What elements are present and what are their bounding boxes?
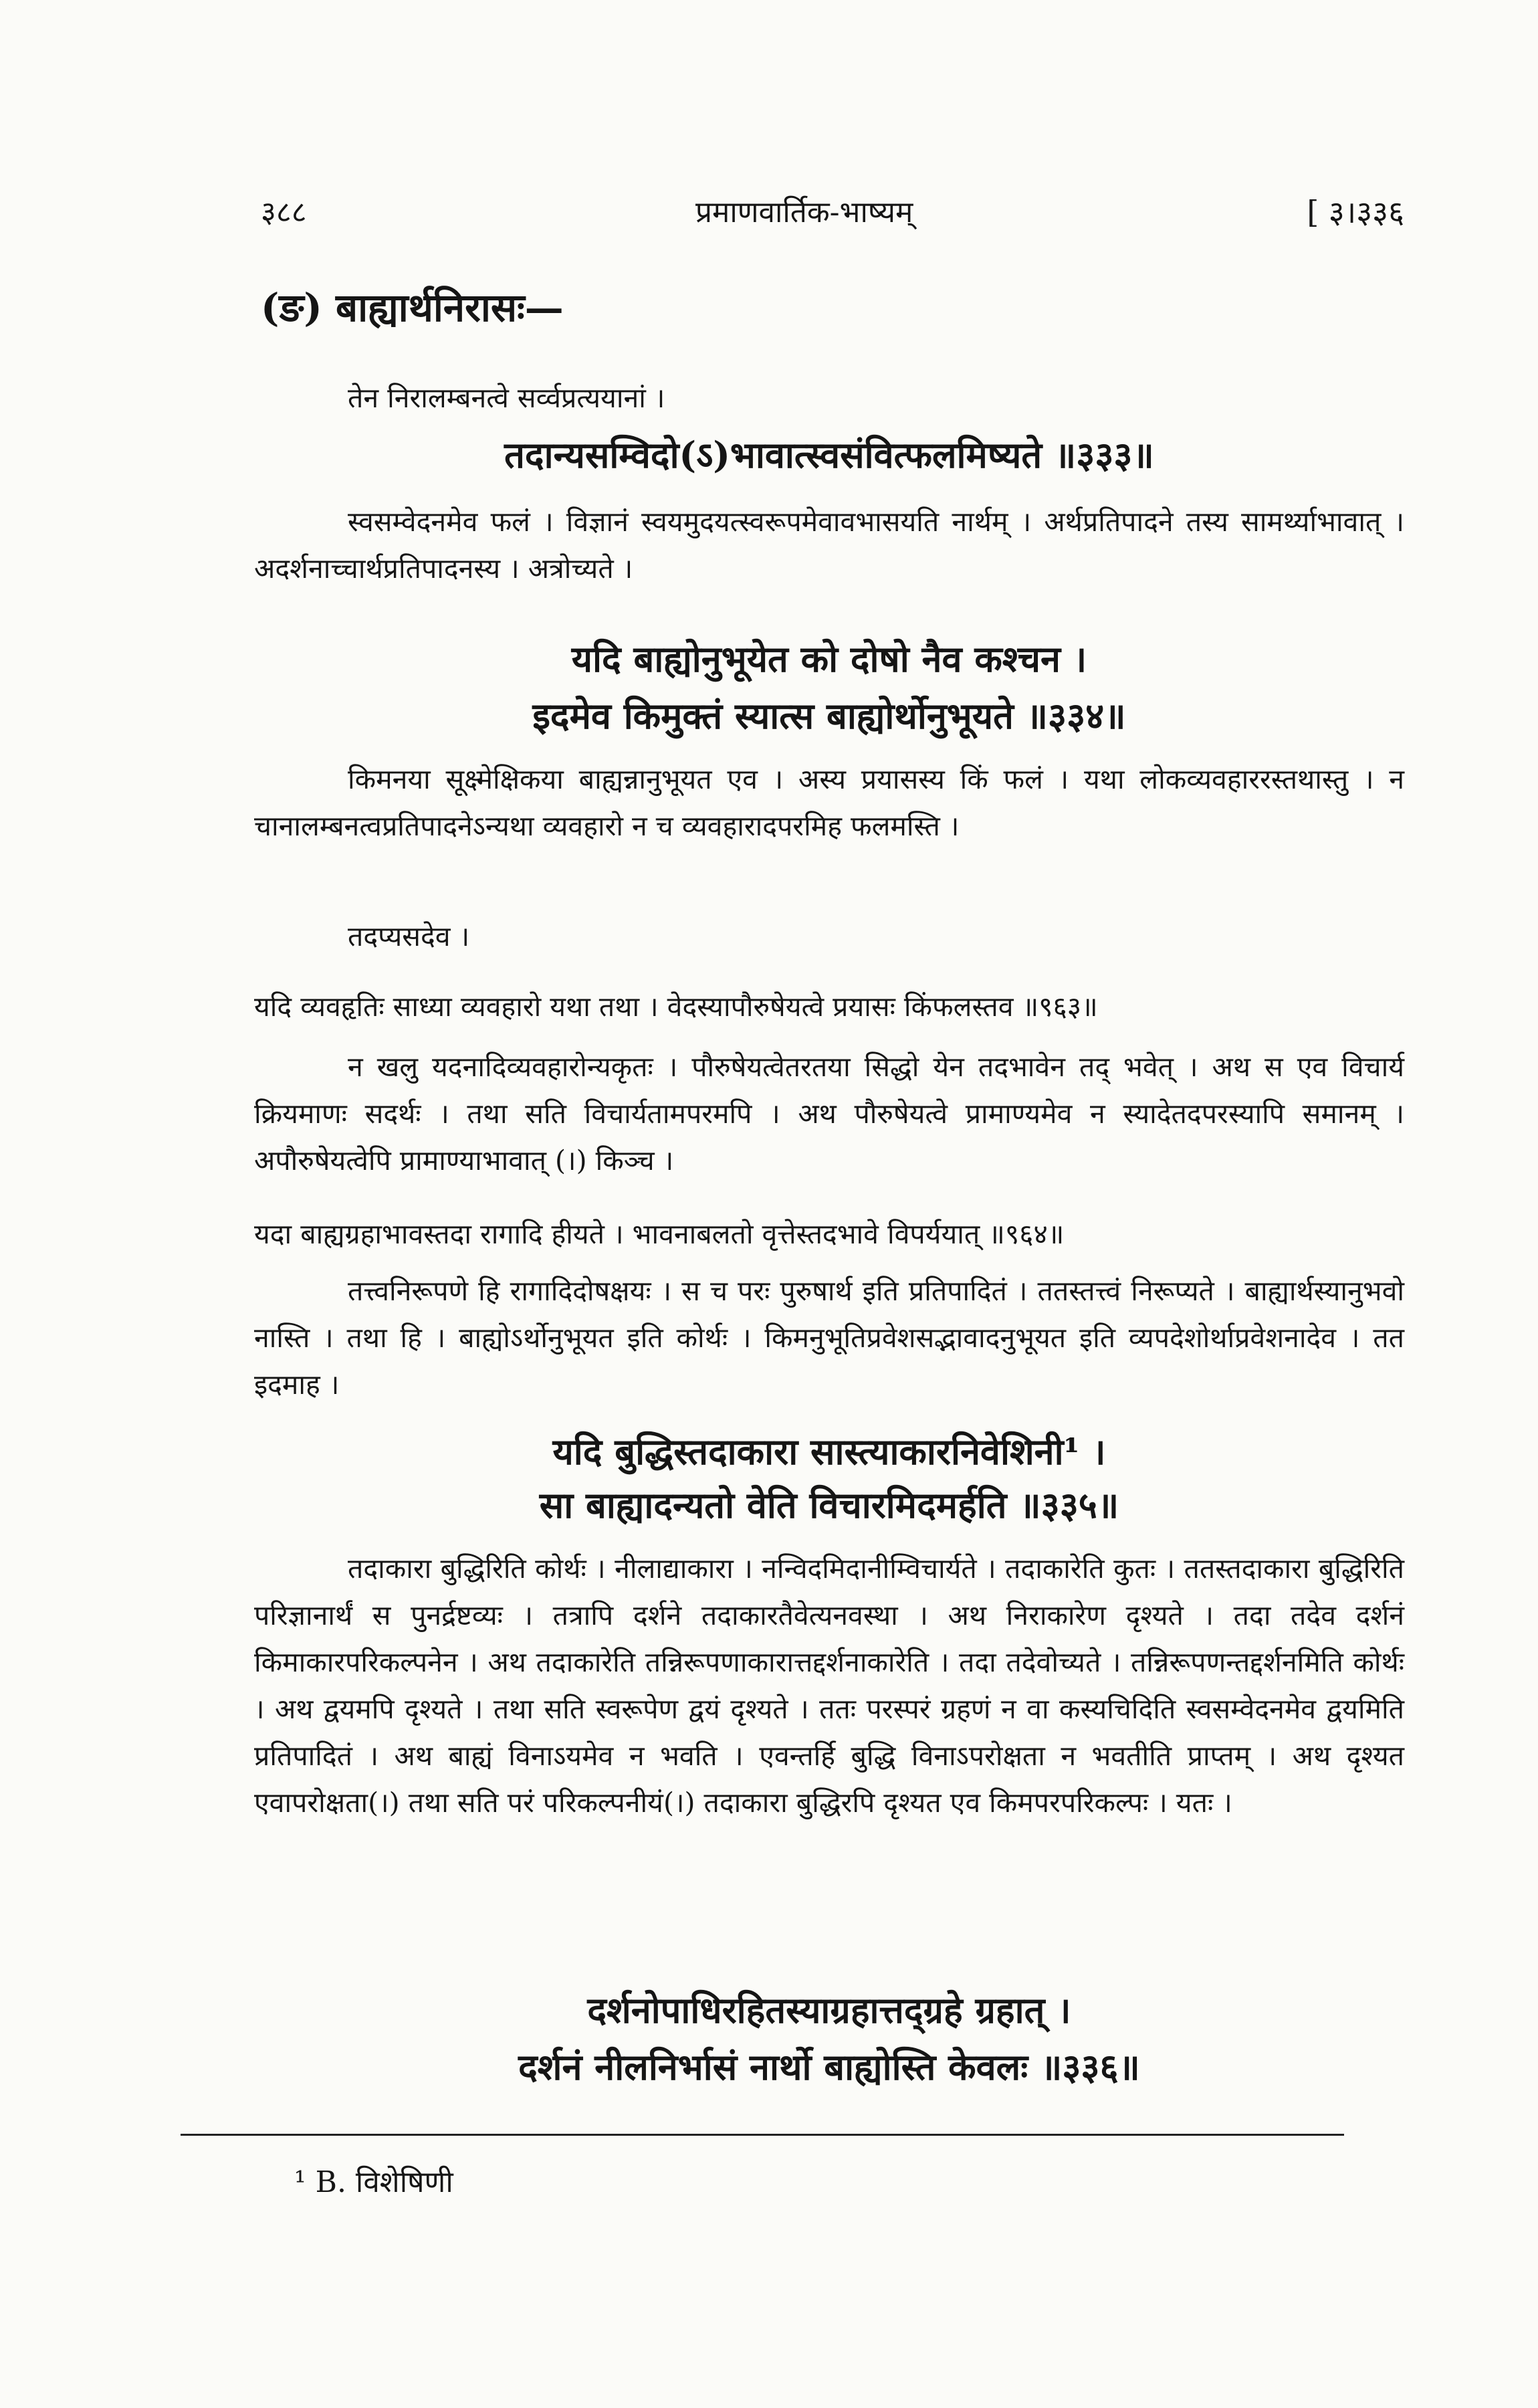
verse-335-line-2: सा बाह्यादन्यतो वेति विचारमिदमर्हति ॥३३५॥ <box>539 1484 1119 1526</box>
verse-reference: [ ३।३३६ <box>1307 194 1404 230</box>
footnote-separator <box>181 2134 1344 2136</box>
verse-334-line-1: यदि बाह्योनुभूयेत को दोषो नैव कश्चन । <box>571 637 1087 680</box>
running-title: प्रमाणवार्तिक-भाष्यम् <box>695 195 913 229</box>
verse-335-line-1: यदि बुद्धिस्तदाकारा सास्त्याकारनिवेशिनी¹ । <box>552 1430 1106 1473</box>
commentary-3-block <box>254 1043 1404 1184</box>
commentary-2: किमनया सूक्ष्मेक्षिकया बाह्यन्नानुभूयत एव । अस्य प्रयासस्य किं फलं । यथा लोकव्यवहाररस्तथास्तु । न चानालम्बनत्वप्रतिपादनेऽन्यथा व्यवहारो न च व्यवहारादपरमिह फलमस्ति । <box>254 763 1404 842</box>
verse-334-line-2: इदमेव किमुक्तं स्यात्स बाह्योर्थोनुभूयते ॥३३४॥ <box>532 694 1126 737</box>
verse-963: यदि व्यवहृतिः साध्या व्यवहारो यथा तथा । वेदस्यापौरुषेयत्वे प्रयासः किंफलस्तव ॥९६३॥ <box>254 991 1098 1023</box>
commentary-5: तदाकारा बुद्धिरिति कोर्थः । नीलाद्याकारा । नन्विदमिदानीम्विचार्यते । तदाकारेति कुतः । ततस्तदाकारा बुद्धिरिति परिज्ञानार्थं स पुनर्द्रष्टव्यः । तत्रापि दर्शने तदाकारतैवेत्यनवस्था । अथ निराकारेण दृश्यते । तदा तदेव दर्शनं किमाकारपरिकल्पनेन । अथ तदाकारेति तन्निरूपणाकारात्तद्दर्शनाकारेति । तदा तदेवोच्यते । तन्निरूपणन्तद्दर्शनमिति कोर्थः । अथ द्वयमपि दृश्यते । तथा सति स्वरूपेण द्वयं दृश्यते । ततः परस्परं ग्रहणं न वा कस्यचिदिति स्वसम्वेदनमेव द्वयमिति प्रतिपादितं । अथ बाह्यं विनाऽयमेव न भवति । एवन्तर्हि बुद्धि विनाऽपरोक्षता न भवतीति प्राप्तम् । अथ दृश्यत एवापरोक्षता(।) तथा सति परं परिकल्पनीयं(।) तदाकारा बुद्धिरपि दृश्यत एव किमपरपरिकल्पः । यतः । <box>254 1552 1404 1819</box>
commentary-3: न खलु यदनादिव्यवहारोन्यकृतः । पौरुषेयत्वेतरतया सिद्धो येन तदभावेन तद् भवेत् । अथ स एव विचार्य क्रियमाणः सदर्थः । तथा सति विचार्यतामपरमपि । अथ पौरुषेयत्वे प्रामाण्यमेव न स्यादेतदपरस्यापि समानम् । अपौरुषेयत्वेपि प्रामाण्याभावात् (।) किञ्च । <box>254 1051 1404 1177</box>
commentary-4-block <box>254 1268 1404 1408</box>
commentary-2-block <box>254 756 1404 849</box>
footnote: ¹ B. विशेषिणी <box>294 2165 453 2199</box>
commentary-1-block <box>254 498 1404 592</box>
intro-line-block <box>348 375 1498 421</box>
commentary-5-block <box>254 1545 1404 1826</box>
verse-333: तदान्यसम्विदो(ऽ)भावात्स्वसंवित्फलमिष्यते ॥३३३॥ <box>504 433 1154 476</box>
verse-964: यदा बाह्यग्रहाभावस्तदा रागादि हीयते । भावनाबलतो वृत्तेस्तदभावे विपर्ययात् ॥९६४॥ <box>254 1218 1065 1250</box>
verse-336-line-1: दर्शनोपाधिरहितस्याग्रहात्तद्ग्रहे ग्रहात् । <box>587 1989 1071 2031</box>
page-header <box>261 191 1404 244</box>
tadapy-block <box>348 913 1498 960</box>
commentary-4: तत्त्वनिरूपणे हि रागादिदोषक्षयः । स च परः पुरुषार्थ इति प्रतिपादितं । ततस्तत्त्वं निरूप्यते । बाह्यार्थस्यानुभवो नास्ति । तथा हि । बाह्योऽर्थोनुभूयत इति कोर्थः । किमनुभूतिप्रवेशसद्भावादनुभूयत इति व्यपदेशोर्थाप्रवेशनादेव । तत इदमाह । <box>254 1275 1404 1401</box>
section-heading: (ङ) बाह्यार्थनिरासः— <box>261 285 564 330</box>
intro-line: तेन निरालम्बनत्वे सर्व्वप्रत्ययानां । <box>348 382 665 414</box>
verse-963-block <box>254 983 1404 1030</box>
commentary-1: स्वसम्वेदनमेव फलं । विज्ञानं स्वयमुदयत्स्वरूपमेवावभासयति नार्थम् । अर्थप्रतिपादने तस्य सामर्थ्याभावात् । अदर्शनाच्चार्थप्रतिपादनस्य । अत्रोच्यते । <box>254 506 1404 585</box>
tadapy-line: तदप्यसदेव । <box>348 920 470 952</box>
verse-336-line-2: दर्शनं नीलनिर्भासं नार्थो बाह्योस्ति केवलः ॥३३६॥ <box>518 2045 1140 2088</box>
verse-964-block <box>254 1211 1404 1258</box>
page-number: ३८८ <box>261 195 307 229</box>
